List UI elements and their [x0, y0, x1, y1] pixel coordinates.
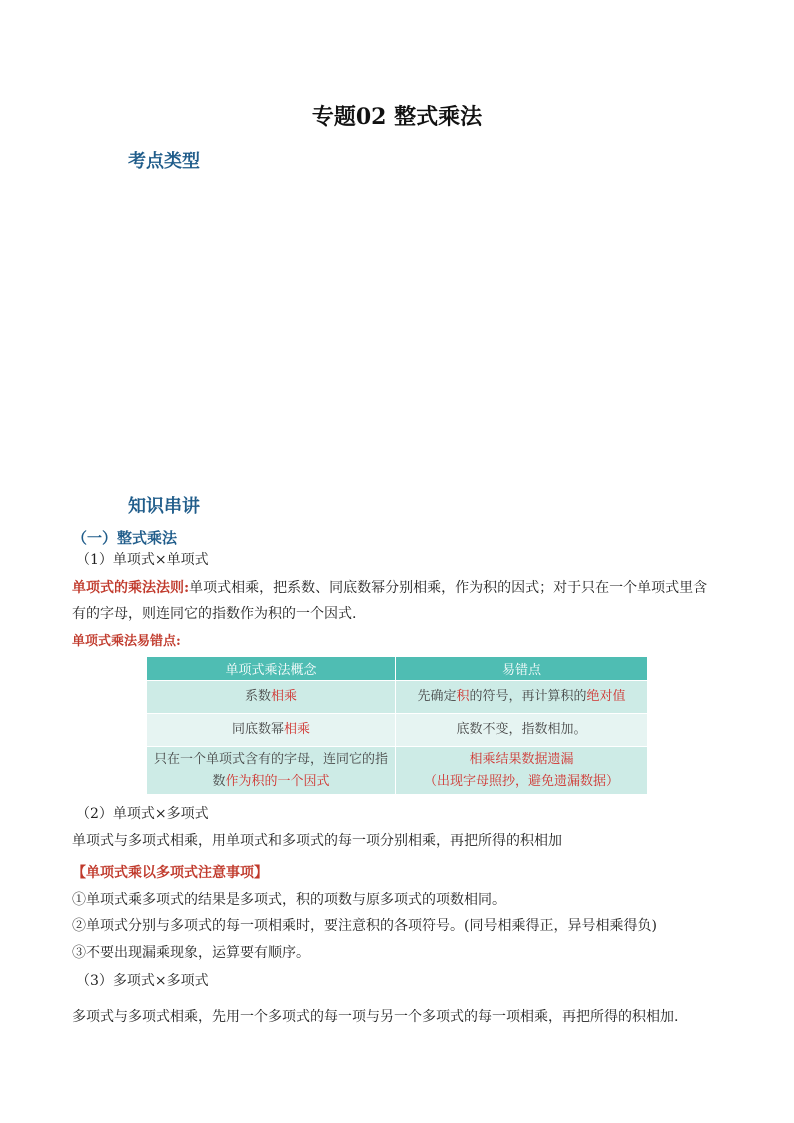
table-cell: 先确定积的符号，再计算积的绝对值	[396, 681, 648, 714]
note-item: ②单项式分别与多项式的每一项相乘时，要注意积的各项符号。(同号相乘得正，异号相乘得负)	[72, 918, 657, 934]
table-row	[147, 681, 648, 714]
rule-text: 单项式相乘，把系数、同底数幂分别相乘，作为积的因式；对于只在一个单项式里含	[189, 580, 708, 596]
note-item: ③不要出现漏乘现象，运算要有顺序。	[72, 945, 310, 961]
table-cell: 底数不变，指数相加。	[396, 714, 648, 747]
part-heading: （一）整式乘法	[72, 529, 178, 547]
error-points-table	[146, 656, 648, 795]
sub1-heading: （1）单项式×单项式	[76, 552, 209, 568]
table-header-concept: 单项式乘法概念	[147, 657, 396, 681]
sub2-text: 单项式与多项式相乘，用单项式和多项式的每一项分别相乘，再把所得的积相加	[72, 833, 562, 849]
error-label: 单项式乘法易错点:	[72, 634, 181, 649]
sub2-heading: （2）单项式×多项式	[76, 806, 209, 822]
document-title: 专题02 整式乘法	[311, 104, 483, 130]
rule-label: 单项式的乘法法则:	[72, 580, 190, 596]
table-row	[147, 714, 648, 747]
table-cell: 相乘结果数据遗漏 （出现字母照抄，避免遗漏数据）	[396, 747, 648, 795]
section-heading-zhishi: 知识串讲	[128, 496, 200, 517]
note-item: ①单项式乘多项式的结果是多项式，积的项数与原多项式的项数相同。	[72, 892, 506, 908]
table-cell: 同底数幂相乘	[147, 714, 396, 747]
table-cell: 只在一个单项式含有的字母，连同它的指 数作为积的一个因式	[147, 747, 396, 795]
table-cell: 系数相乘	[147, 681, 396, 714]
sub3-heading: （3）多项式×多项式	[76, 973, 209, 989]
notes-heading: 【单项式乘以多项式注意事项】	[72, 865, 268, 881]
table-row	[147, 747, 648, 795]
rule-paragraph-line2: 有的字母，则连同它的指数作为积的一个因式.	[72, 606, 357, 622]
table-header-errors: 易错点	[396, 657, 648, 681]
rule-paragraph-line1	[72, 577, 707, 597]
section-heading-kaodian: 考点类型	[128, 151, 200, 172]
sub3-text: 多项式与多项式相乘，先用一个多项式的每一项与另一个多项式的每一项相乘，再把所得的积相加.	[72, 1009, 679, 1025]
